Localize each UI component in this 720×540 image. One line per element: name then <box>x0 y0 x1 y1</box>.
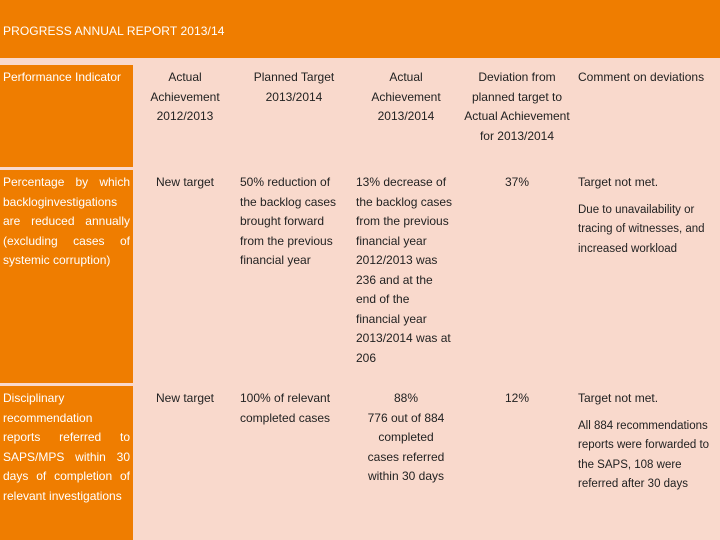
row2-planned <box>237 386 351 540</box>
row2-actual-2012 <box>135 386 235 540</box>
indicator-text: Disciplinary recommendation reports referred to SAPS/MPS within 30 days of completion of relevant investigations <box>3 391 130 503</box>
row2-comment <box>575 386 720 540</box>
cell-text: New target <box>155 391 215 405</box>
report-title: PROGRESS ANNUAL REPORT 2013/14 <box>3 24 225 38</box>
column-header-label: Performance Indicator <box>3 70 122 84</box>
comment-body: Due to unavailability or tracing of witnesses, and increased workload <box>578 203 705 255</box>
row2-indicator <box>0 386 133 540</box>
column-header-label: Planned Target 2013/2014 <box>253 70 335 104</box>
row1-planned <box>237 170 351 383</box>
cell-text: 13% decrease of the backlog cases from the previous financial year 2012/2013 was 236 and at the end of the financial year 2013/2014 was at 206 <box>356 175 453 365</box>
column-header-label: Comment on deviations <box>578 70 705 84</box>
column-header-deviation <box>461 65 573 167</box>
column-header-indicator <box>0 65 133 167</box>
report-header <box>0 0 720 58</box>
row1-comment <box>575 170 720 383</box>
cell-text: 776 out of 884 completed cases referred within 30 days <box>367 410 445 483</box>
row1-actual-2013 <box>353 170 459 383</box>
indicator-text: Percentage by which backloginvestigations are reduced annually (excluding cases of systemic corruption) <box>3 175 130 267</box>
row1-indicator <box>0 170 133 383</box>
column-header-actual-2013 <box>353 65 459 167</box>
cell-text: 50% reduction of the backlog cases brought forward from the previous financial year <box>240 175 337 267</box>
row2-deviation <box>461 386 573 540</box>
cell-text: 37% <box>504 175 530 189</box>
comment-body: All 884 recommendations reports were forwarded to the SAPS, 108 were referred after 30 days <box>578 419 710 490</box>
column-header-comment <box>575 65 720 167</box>
cell-text: 12% <box>504 391 530 405</box>
performance-table <box>0 60 720 540</box>
column-header-planned <box>237 65 351 167</box>
row1-deviation <box>461 170 573 383</box>
cell-text: New target <box>155 175 215 189</box>
achievement-percentage: 88% <box>393 391 419 405</box>
comment-title: Target not met. <box>578 175 659 189</box>
column-header-label: Deviation from planned target to Actual Achievement for 2013/2014 <box>464 70 570 143</box>
cell-text: 100% of relevant completed cases <box>240 391 331 425</box>
column-header-actual-2012 <box>135 65 235 167</box>
column-header-label: Actual Achievement 2012/2013 <box>150 70 220 123</box>
row2-actual-2013 <box>353 386 459 540</box>
row1-actual-2012 <box>135 170 235 383</box>
comment-title: Target not met. <box>578 391 659 405</box>
column-header-label: Actual Achievement 2013/2014 <box>371 70 441 123</box>
